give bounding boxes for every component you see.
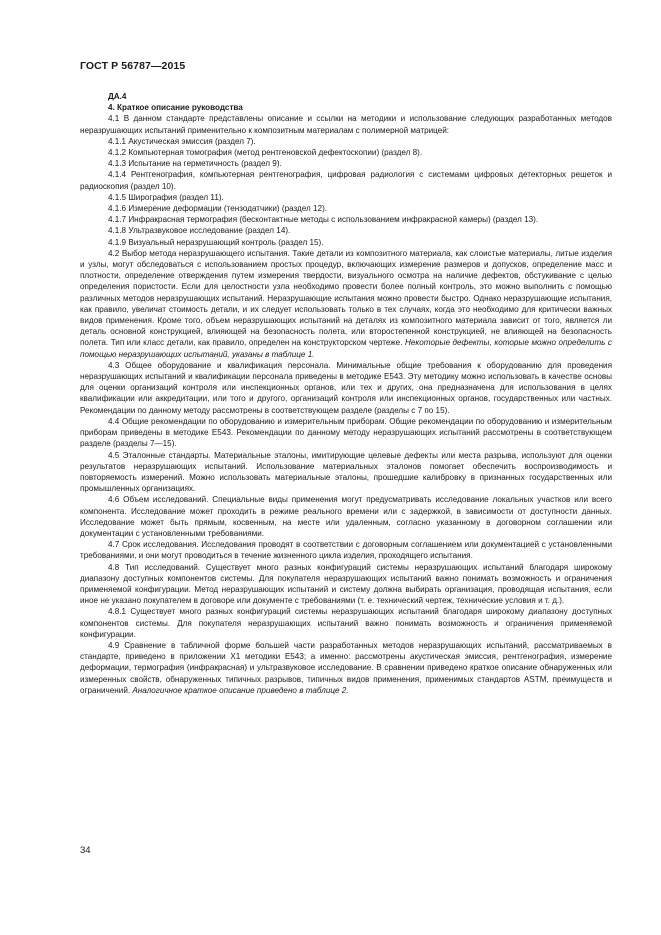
paragraph-4-1-5: 4.1.5 Ширография (раздел 11). bbox=[108, 192, 224, 202]
paragraph-4-1: 4.1 В данном стандарте представлены описание и ссылки на методики и использование следующих разработанных методов неразрушающих испытаний применительно к композитным материалам с полимерной матрицей: bbox=[80, 114, 612, 135]
paragraph-4-2: 4.2 Выбор метода неразрушающего испытания. Такие детали из композитного материала, как слоистые материалы, литые изделия и узлы, могут обследоваться с использованием простых процедур, включающих измерение размеров и допусков, определение масс и плотности, определение отверждения путем измерения твердости, визуального осмотра на наличие дефектов, обстукивание с целью определения пористости. Если для целостности узла необходимо провести более полный контроль, это можно выполнить с помощью различных методов неразрушающих испытаний. Неразрушающие испытания можно провести быстро. Однако неразрушающие испытания, как правило, увеличат стоимость детали, и их следует использовать только в тех случаях, когда это необходимо для критически важных видов применения. Кроме того, объем неразрушающих испытаний на деталях из композитного материала зависит от того, является ли деталь основной конструкцией, влияющей на безопасность полета, или второстепенной конструкцией, не влияющей на безопасность полета. Тип или класс детали, как правило, определен на конструкторском чертеже. Некоторые дефекты, которые можно определить с помощью неразрушающих испытаний, указаны в таблице 1. bbox=[80, 248, 612, 359]
section-title: 4. Краткое описание руководства bbox=[108, 103, 243, 113]
paragraph-4-4: 4.4 Общие рекомендации по оборудованию и измерительным приборам. Общие рекомендации по оборудованию и измерительным приборам приведены в методике E543. Рекомендации по данному методу неразрушающих испытаний рассмотрены в соответствующем разделе (разделы 7—15). bbox=[80, 416, 612, 449]
paragraph-4-9-italic: Аналогичное краткое описание приведено в таблице 2. bbox=[132, 685, 349, 695]
document-header: ГОСТ Р 56787—2015 bbox=[80, 60, 186, 72]
paragraph-4-1-8: 4.1.8 Ультразвуковое исследование (раздел 14). bbox=[108, 226, 291, 236]
paragraph-4-1-3: 4.1.3 Испытание на герметичность (раздел 9). bbox=[108, 159, 282, 169]
paragraph-4-3: 4.3 Общее оборудование и квалификация персонала. Минимальные общие требования к оборудованию для проведения неразрушающих испытаний и квалификации персонала приведены в методике E543. Эту методику можно использовать в качестве основы для оценки организаций контроля или инспекционных органов, или тех и других, она предназначена для использования в целях квалификации или аккредитации, или того и другого, организаций контроля или инспекционных органов, государственных или частных. Рекомендации по данному методу рассмотрены в соответствующем разделе (разделы с 7 по 15). bbox=[80, 360, 612, 415]
paragraph-4-1-2: 4.1.2 Компьютерная томография (метод рентгеновской дефектоскопии) (раздел 8). bbox=[108, 148, 423, 158]
paragraph-4-2-italic: Некоторые дефекты, которые можно определить с помощью неразрушающих испытаний, указаны в таблице 1. bbox=[80, 338, 612, 359]
page-number: 34 bbox=[80, 845, 91, 856]
paragraph-4-1-6: 4.1.6 Измерение деформации (тензодатчики) (раздел 12). bbox=[108, 204, 328, 214]
paragraph-4-7: 4.7 Срок исследования. Исследования проводят в соответствии с договорным соглашением или документацией с установленными требованиями, и они могут проводиться в течение жизненного цикла изделия, проходящего испытания. bbox=[80, 540, 612, 561]
paragraph-4-5: 4.5 Эталонные стандарты. Материальные эталоны, имитирующие целевые дефекты или места разрыва, используют для оценки результатов неразрушающих испытаний. Использование материальных эталонов помогает обеспечить воспроизводимость и повторяемость измерений. Можно использовать материальные эталоны, прошедшие калибровку в признанных государственных или промышленных организациях. bbox=[80, 450, 612, 494]
paragraph-4-9: 4.9 Сравнение в табличной форме большей части разработанных методов неразрушающих испытаний, рассматриваемых в стандарте, приведено в приложении Х1 методики E543; а именно: рассмотрены акустическая эмиссия, рентгенография, измерение деформации, термография (инфракрасная) и ультразвуковое исследование. В сравнении приведено краткое описание обнаруженных или измеренных свойств, обнаруженных типичных разрывов, типичных видов применения, применимых стандартов ASTM, преимуществ и ограничений. Аналогичное краткое описание приведено в таблице 2. bbox=[80, 640, 612, 695]
paragraph-4-1-4: 4.1.4 Рентгенография, компьютерная рентгенография, цифровая радиология с системами цифровых детекторных решеток и радиоскопия (раздел 10). bbox=[80, 170, 612, 191]
section-code: ДА.4 bbox=[108, 92, 127, 101]
paragraph-4-8: 4.8 Тип исследований. Существует много разных конфигураций системы неразрушающих испытаний благодаря широкому диапазону доступных компонентов системы. Для покупателя неразрушающих испытаний важно понимать возможность и ограничения применяемой конфигурации. Метод неразрушающих испытаний и систему должна выбирать организация, проводящая испытания, если иное не указано покупателем в договоре или документе с требованиями (т. е. технический чертеж, технические условия и т. д.). bbox=[80, 562, 612, 606]
paragraph-4-6: 4.6 Объем исследований. Специальные виды применения могут предусматривать исследование локальных участков или всего компонента. Исследование может проходить в режиме реального времени или с задержкой, в зависимости от доступности данных. Исследование может быть прямым, косвенным, на месте или удаленным, согласно указанному в договорном соглашении или документации с установленными требованиями. bbox=[80, 495, 612, 538]
paragraph-4-1-1: 4.1.1 Акустическая эмиссия (раздел 7). bbox=[108, 136, 256, 146]
paragraph-4-1-9: 4.1.9 Визуальный неразрушающий контроль (раздел 15). bbox=[108, 237, 324, 247]
document-body bbox=[80, 91, 612, 696]
paragraph-4-8-1: 4.8.1 Существует много разных конфигураций системы неразрушающих испытаний благодаря широкому диапазону доступных компонентов системы. Для покупателя неразрушающих испытаний важно понимать возможность и ограничения применяемой конфигурации. bbox=[80, 607, 612, 639]
paragraph-4-1-7: 4.1.7 Инфракрасная термография (бесконтактные методы с использованием инфракрасной камеры) (раздел 13). bbox=[108, 215, 539, 225]
